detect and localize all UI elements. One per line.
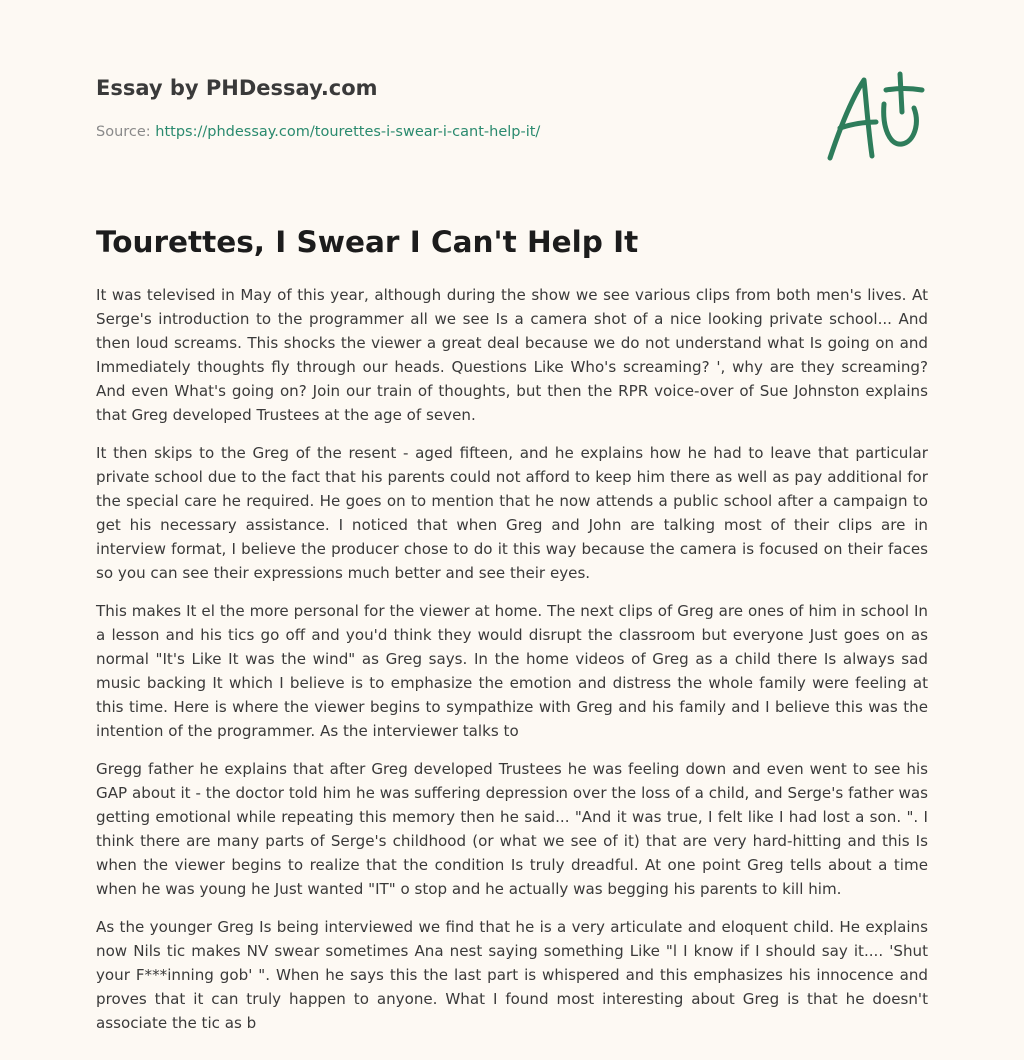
essay-body — [96, 283, 928, 1049]
a-plus-logo-icon — [826, 68, 926, 164]
essay-paragraph: As the younger Greg Is being interviewed we find that he is a very articulate and eloquent child. He explains now Nils tic makes NV swear sometimes Ana nest saying something Like "l I know if I should say it.... 'Shut your F***inning gob' ". When he says this the last part is whispered and this emphasizes his innocence and proves that it can truly happen to anyone. What I found most interesting about Greg is that he doesn't associate the tic as b — [96, 918, 928, 1032]
site-brand: Essay by PHDessay.com — [96, 76, 378, 100]
source-label: Source: — [96, 124, 151, 140]
essay-paragraph: It was televised in May of this year, although during the show we see various clips from both men's lives. At Serge's introduction to the programmer all we see Is a camera shot of a nice looking private school... And then loud screams. This shocks the viewer a great deal because we do not understand what Is going on and Immediately thoughts fly through our heads. Questions Like Who's screaming? ', why are they screaming? And even What's going on? Join our train of thoughts, but then the RPR voice-over of Sue Johnston explains that Greg developed Trustees at the age of seven. — [96, 286, 928, 424]
essay-paragraph: It then skips to the Greg of the resent - aged fifteen, and he explains how he had to leave that particular private school due to the fact that his parents could not afford to keep him there as well as pay additional for the special care he required. He goes on to mention that he now attends a public school after a campaign to get his necessary assistance. I noticed that when Greg and John are talking most of their clips are in interview format, I believe the producer chose to do it this way because the camera is focused on their faces so you can see their expressions much better and see their eyes. — [96, 444, 928, 582]
source-line — [96, 124, 540, 140]
essay-paragraph: Gregg father he explains that after Greg developed Trustees he was feeling down and even went to see his GAP about it - the doctor told him he was suffering depression over the loss of a child, and Serge's father was getting emotional while repeating this memory then he said... "And it was true, I felt like I had lost a son. ". I think there are many parts of Serge's childhood (or what we see of it) that are very hard-hitting and this Is when the viewer begins to realize that the condition Is truly dreadful. At one point Greg tells about a time when he was young he Just wanted "IT" o stop and he actually was begging his parents to kill him. — [96, 760, 928, 898]
essay-paragraph: This makes It el the more personal for the viewer at home. The next clips of Greg are ones of him in school In a lesson and his tics go off and you'd think they would disrupt the classroom but everyone Just goes on as normal "It's Like It was the wind" as Greg says. In the home videos of Greg as a child there Is always sad music backing It which I believe is to emphasize the emotion and distress the whole family were feeling at this time. Here is where the viewer begins to sympathize with Greg and his family and I believe this was the intention of the programmer. As the interviewer talks to — [96, 602, 928, 740]
source-link[interactable]: https://phdessay.com/tourettes-i-swear-i-cant-help-it/ — [155, 124, 541, 140]
essay-title: Tourettes, I Swear I Can't Help It — [96, 225, 639, 259]
